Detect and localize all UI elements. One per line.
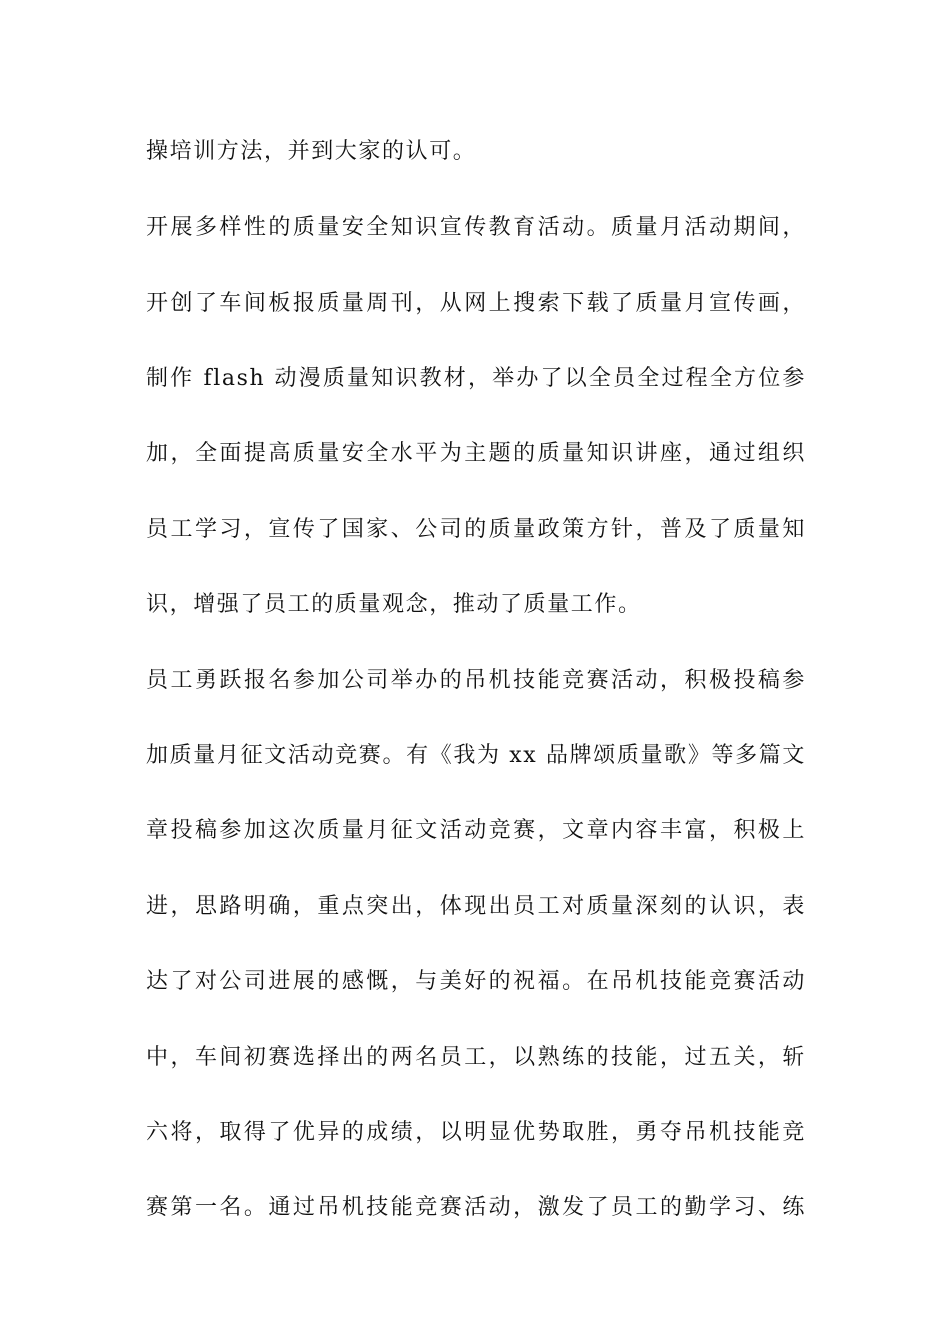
text-line: 开展多样性的质量安全知识宣传教育活动。质量月活动期间， — [146, 215, 806, 240]
text-line: 操培训方法，并到大家的认可。 — [146, 139, 477, 164]
text-line: 开创了车间板报质量周刊，从网上搜索下载了质量月宣传画， — [146, 291, 806, 316]
text-line: 员工学习，宣传了国家、公司的质量政策方针，普及了质量知 — [146, 517, 806, 542]
text-line: 员工勇跃报名参加公司举办的吊机技能竞赛活动，积极投稿参 — [146, 668, 806, 693]
text-line: 加质量月征文活动竞赛。有《我为 xx 品牌颂质量歌》等多篇文 — [146, 743, 806, 768]
text-line: 进，思路明确，重点突出，体现出员工对质量深刻的认识，表 — [146, 894, 806, 919]
text-line: 识，增强了员工的质量观念，推动了质量工作。 — [146, 592, 642, 617]
text-line: 达了对公司进展的感慨，与美好的祝福。在吊机技能竞赛活动 — [146, 969, 806, 994]
text-line: 中，车间初赛选择出的两名员工，以熟练的技能，过五关，斩 — [146, 1045, 806, 1070]
text-line: 章投稿参加这次质量月征文活动竞赛，文章内容丰富，积极上 — [146, 818, 806, 843]
text-line: 加，全面提高质量安全水平为主题的质量知识讲座，通过组织 — [146, 441, 806, 466]
text-line: 赛第一名。通过吊机技能竞赛活动，激发了员工的勤学习、练 — [146, 1195, 806, 1220]
text-line: 六将，取得了优异的成绩，以明显优势取胜，勇夺吊机技能竞 — [146, 1120, 806, 1145]
text-line: 制作 flash 动漫质量知识教材，举办了以全员全过程全方位参 — [146, 366, 806, 391]
